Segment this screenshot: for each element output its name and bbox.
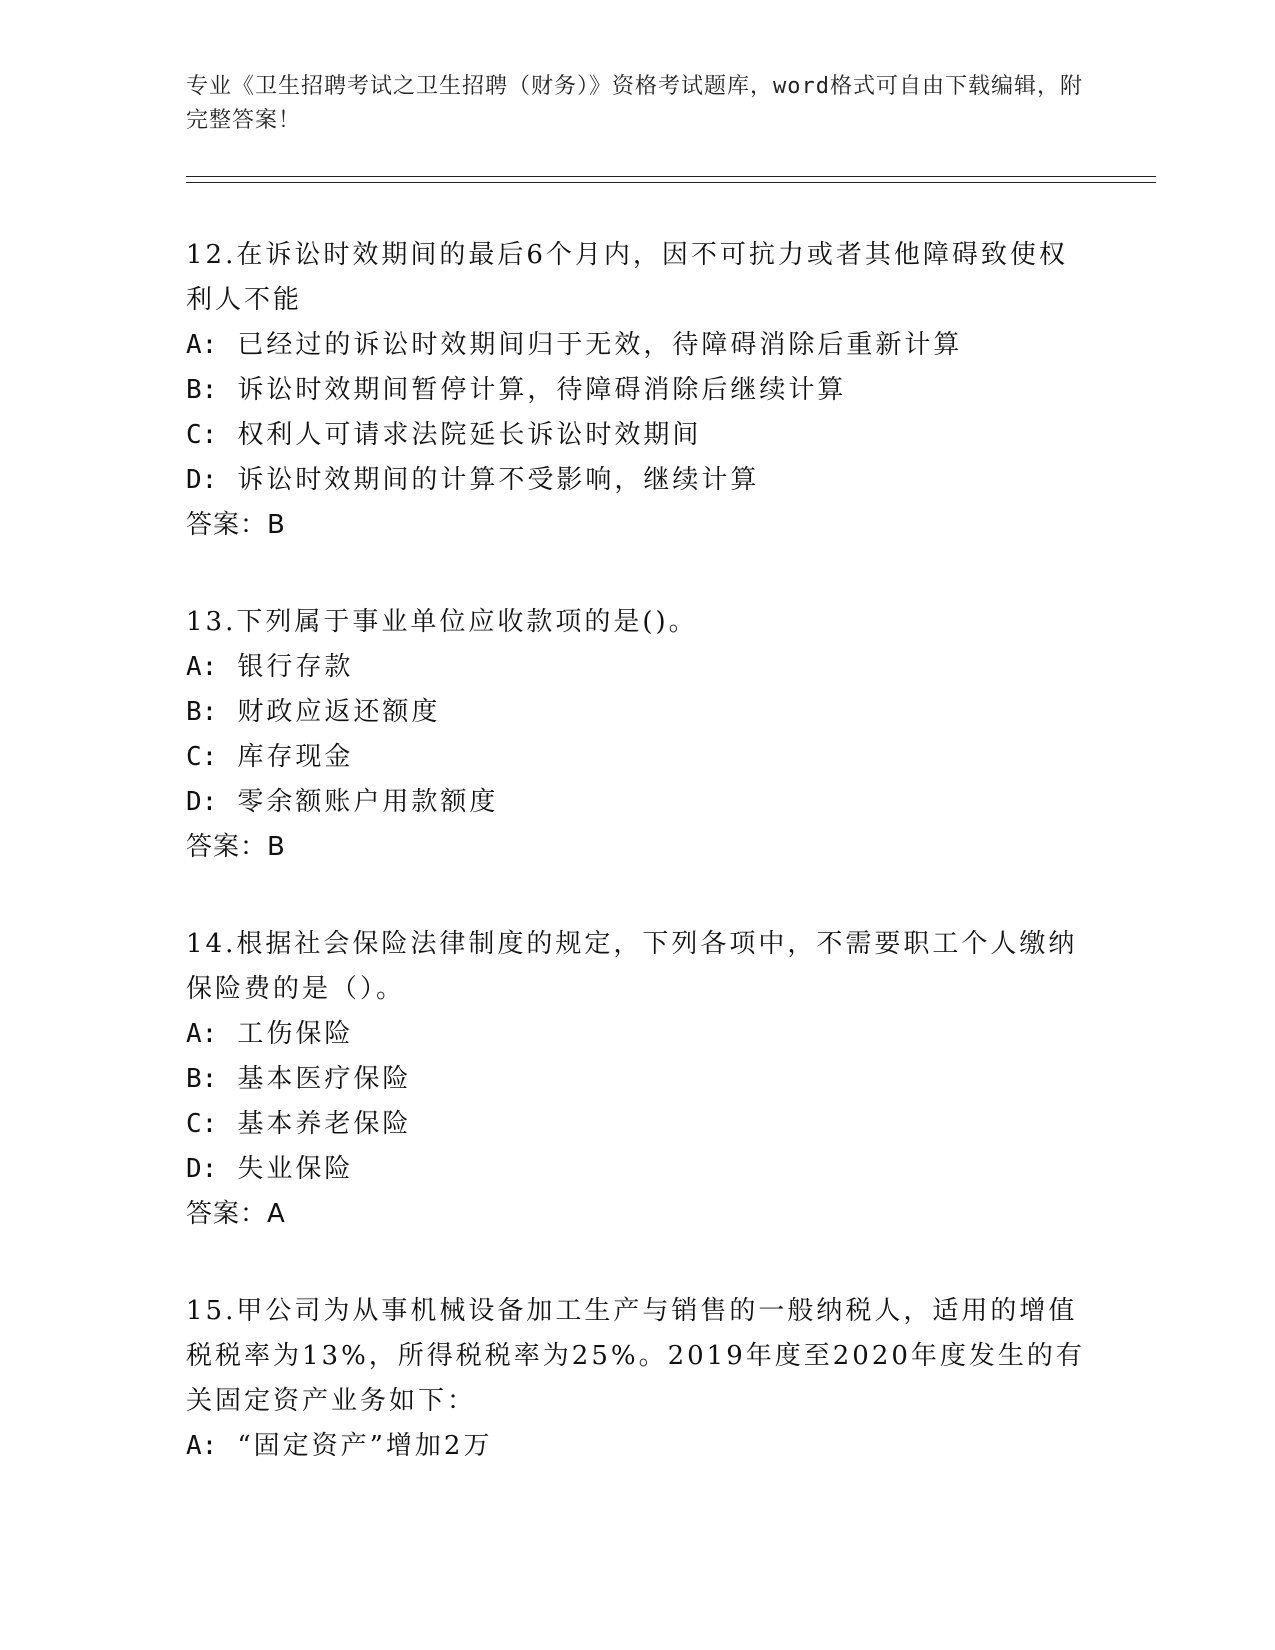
question-stem: 14.根据社会保险法律制度的规定，下列各项中，不需要职工个人缴纳保险费的是（）。 xyxy=(186,929,1078,1004)
question-stem: 15.甲公司为从事机械设备加工生产与销售的一般纳税人，适用的增值税税率为13%，所得税税率为25%。2019年度至2020年度发生的有关固定资产业务如下： xyxy=(186,1296,1085,1416)
option-letter: A: xyxy=(186,1019,218,1049)
option-letter: C: xyxy=(186,742,218,772)
option-letter: C: xyxy=(186,420,218,450)
option-letter: C: xyxy=(186,1109,218,1139)
document-header xyxy=(186,70,1086,138)
option-letter: A: xyxy=(186,1431,218,1461)
option-d xyxy=(186,780,1086,825)
question-stem: 13.下列属于事业单位应收款项的是()。 xyxy=(186,607,698,637)
option-text: 权利人可请求法院延长诉讼时效期间 xyxy=(237,420,702,450)
question-stem: 12.在诉讼时效期间的最后6个月内，因不可抗力或者其他障碍致使权利人不能 xyxy=(186,240,1068,315)
option-letter: B: xyxy=(186,375,218,405)
option-c xyxy=(186,413,1086,458)
option-letter: B: xyxy=(186,697,218,727)
header-intro-text: 专业《卫生招聘考试之卫生招聘（财务）》资格考试题库，word格式可自由下载编辑，附完整答案！ xyxy=(186,74,1083,133)
answer-line: 答案：B xyxy=(186,832,286,862)
option-text: 银行存款 xyxy=(237,652,354,682)
option-a xyxy=(186,645,1086,690)
question-12 xyxy=(186,233,1086,548)
question-13 xyxy=(186,600,1086,870)
option-letter: A: xyxy=(186,330,218,360)
option-text: 零余额账户用款额度 xyxy=(237,787,499,817)
option-b xyxy=(186,1057,1086,1102)
option-d xyxy=(186,1147,1086,1192)
answer-line: 答案：A xyxy=(186,1199,286,1229)
option-text: 基本医疗保险 xyxy=(237,1064,412,1094)
answer-line: 答案：B xyxy=(186,510,286,540)
option-a xyxy=(186,323,1086,368)
option-letter: A: xyxy=(186,652,218,682)
option-text: 财政应返还额度 xyxy=(237,697,441,727)
question-14 xyxy=(186,922,1086,1237)
option-letter: D: xyxy=(186,787,218,817)
option-text: 库存现金 xyxy=(237,742,354,772)
option-text: 工伤保险 xyxy=(237,1019,354,1049)
option-c xyxy=(186,735,1086,780)
option-text: 失业保险 xyxy=(237,1154,354,1184)
option-letter: B: xyxy=(186,1064,218,1094)
option-text: 已经过的诉讼时效期间归于无效，待障碍消除后重新计算 xyxy=(237,330,963,360)
option-text: 诉讼时效期间的计算不受影响，继续计算 xyxy=(237,465,760,495)
question-15 xyxy=(186,1289,1086,1469)
option-b xyxy=(186,690,1086,735)
option-b xyxy=(186,368,1086,413)
option-text: “固定资产”增加2万 xyxy=(237,1431,493,1461)
option-c xyxy=(186,1102,1086,1147)
option-letter: D: xyxy=(186,1154,218,1184)
option-text: 诉讼时效期间暂停计算，待障碍消除后继续计算 xyxy=(237,375,847,405)
option-a xyxy=(186,1424,1086,1469)
option-a xyxy=(186,1012,1086,1057)
option-text: 基本养老保险 xyxy=(237,1109,412,1139)
header-divider xyxy=(186,176,1156,183)
option-d xyxy=(186,458,1086,503)
option-letter: D: xyxy=(186,465,218,495)
question-list xyxy=(186,233,1086,1521)
